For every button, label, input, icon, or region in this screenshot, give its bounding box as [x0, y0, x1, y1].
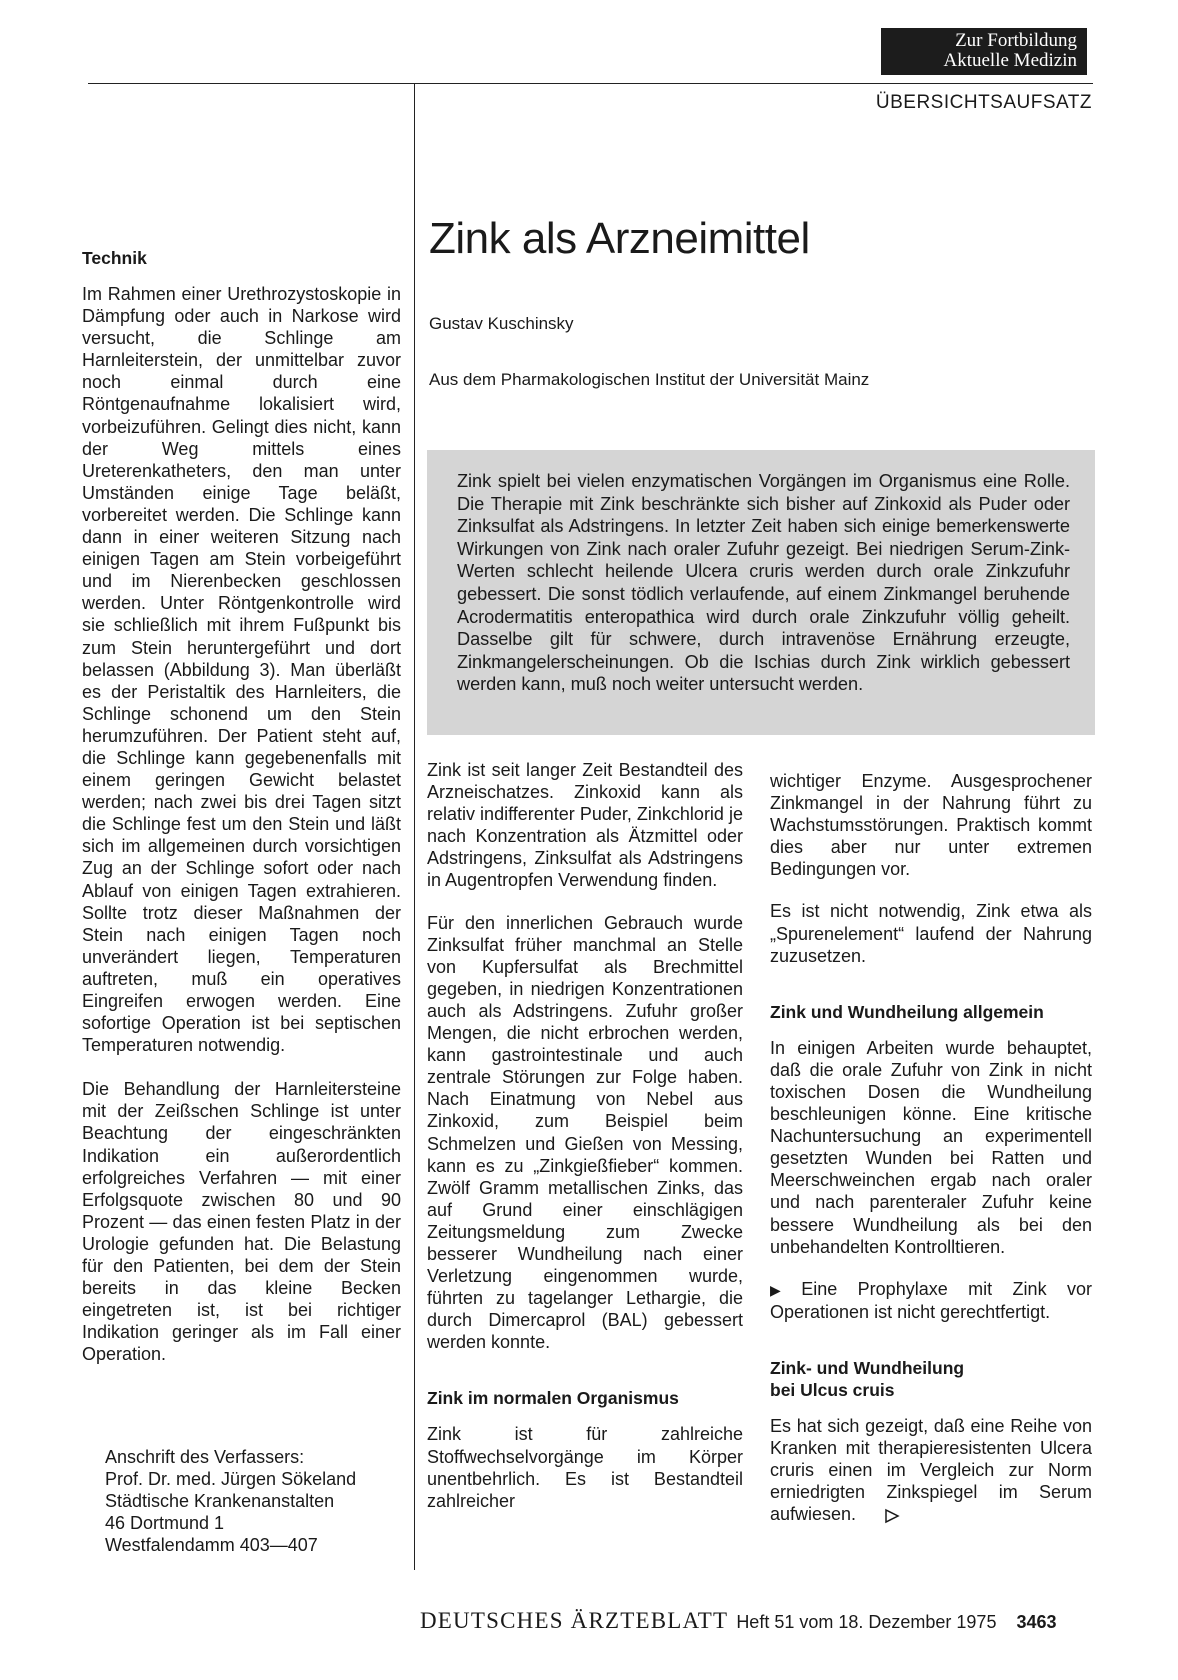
highlight-paragraph	[770, 1278, 1092, 1323]
section-heading-organismus: Zink im normalen Organismus	[427, 1388, 679, 1409]
rubric-line-1: Zur Fortbildung	[955, 30, 1077, 51]
triangle-bullet-icon: ▶	[770, 1281, 781, 1298]
heading-line: Zink- und Wundheilung	[770, 1357, 965, 1378]
paragraph: In einigen Arbeiten wurde behauptet, daß die orale Zufuhr von Zink in nicht toxischen Dosen die Wundheilung beschleunigen könne. Eine kritische Nachuntersuchung an experimentell gesetzten Wunden bei Ratten und Meerschweinchen ergab nach oraler und nach parenteraler Zufuhr keine bessere Wundheilung als bei den unbehandelten Kontrolltieren.	[770, 1037, 1092, 1257]
top-rule	[88, 83, 1093, 84]
paragraph	[770, 1415, 1092, 1525]
abstract-box	[427, 450, 1095, 735]
abstract-text: Zink spielt bei vielen enzymatischen Vorgängen im Organismus eine Rolle. Die Therapie mit Zink beschränkte sich bisher auf Zinkoxid als Puder oder Zinksulfat als Adstringens. In letzter Zeit haben sich einige bemerkenswerte Wirkungen von Zink nach oraler Zufuhr gezeigt. Bei niedrigen Serum-Zink-Werten schlecht heilende Ulcera cruris werden durch orale Zinkzufuhr gebessert. Die sonst tödlich verlaufende, auf einem Zinkmangel beruhende Acrodermatitis enteropathica wird durch orale Zinkzufuhr völlig geheilt. Dasselbe gilt für schwere, durch intravenöse Ernährung erzeugte, Zinkmangelerscheinungen. Ob die Ischias durch Zink wirklich gebessert werden kann, muß noch weiter untersucht werden.	[457, 471, 1070, 695]
column-rule	[414, 83, 415, 1570]
highlight-text: Eine Prophylaxe mit Zink vor Operationen ist nicht gerechtfertigt.	[770, 1278, 1092, 1322]
section-heading-wundheilung: Zink und Wundheilung allgemein	[770, 1001, 1044, 1022]
paragraph: wichtiger Enzyme. Ausgesprochener Zinkmangel in der Nahrung führt zu Wachstumsstörungen. Praktisch kommt dies aber nur unter extremen Bedingungen vor.	[770, 771, 1092, 880]
left-column	[82, 247, 401, 1379]
paragraph: Zink ist für zahlreiche Stoffwechselvorgänge im Körper unentbehrlich. Es ist Bestandteil zahlreicher	[427, 1424, 743, 1511]
page-number: 3463	[1016, 1612, 1057, 1632]
paragraph-text: Es hat sich gezeigt, daß eine Reihe von Kranken mit therapieresistenten Ulcera cruris einen im Vergleich zur Norm erniedrigten Zinkspiegel im Serum aufwiesen.	[770, 1415, 1092, 1525]
paragraph: Es ist nicht notwendig, Zink etwa als „Spurenelement“ laufend der Nahrung zuzusetzen.	[770, 901, 1092, 966]
rubric-badge	[881, 28, 1087, 75]
paragraph: Zink ist seit langer Zeit Bestandteil des Arzneischatzes. Zinkoxid kann als relativ indifferenter Puder, Zinkchlorid je nach Konzentration als Ätzmittel oder Adstringens, Zinksulfat als Adstringens in Augentropfen Verwendung finden.	[427, 760, 743, 891]
article-affiliation: Aus dem Pharmakologischen Institut der Universität Mainz	[429, 370, 870, 389]
address-line: Prof. Dr. med. Jürgen Sökeland	[105, 1469, 357, 1489]
section-heading-technik: Technik	[82, 248, 147, 268]
section-label: ÜBERSICHTSAUFSATZ	[875, 92, 1092, 113]
article-title: Zink als Arzneimittel	[429, 214, 810, 263]
middle-column	[427, 759, 743, 1525]
article-author: Gustav Kuschinsky	[429, 314, 574, 333]
issue-info: Heft 51 vom 18. Dezember 1975	[736, 1612, 997, 1632]
page-footer	[420, 1608, 1057, 1634]
journal-name: DEUTSCHES ÄRZTEBLATT	[420, 1608, 729, 1633]
address-line: Städtische Krankenanstalten	[105, 1491, 335, 1511]
address-line: Anschrift des Verfassers:	[105, 1447, 305, 1467]
paragraph: Für den innerlichen Gebrauch wurde Zinksulfat früher manchmal an Stelle von Kupfersulfat als Brechmittel gegeben, in niedrigen Konzentrationen auch als Adstringens. Zufuhr großer Mengen, die nicht erbrochen werden, kann gastrointestinale und auch zentrale Störungen zur Folge haben. Nach Einatmung von Nebel aus Zinkoxid, zum Beispiel beim Schmelzen und Gießen von Messing, kann es zu „Zinkgießfieber“ kommen. Zwölf Gramm metallischen Zinks, das auf Grund einer einschlägigen Zeitungsmeldung zum Zwecke besserer Wundheilung nach einer Verletzung eingenommen wurde, führten zu tagelanger Lethargie, die durch Dimercaprol (BAL) gebessert werden konnte.	[427, 912, 743, 1353]
paragraph: Im Rahmen einer Urethrozystoskopie in Dämpfung oder auch in Narkose wird versucht, die Schlinge am Harnleiterstein, der unmittelbar zuvor noch einmal durch eine Röntgenaufnahme lokalisiert wird, vorbeizuführen. Gelingt dies nicht, kann der Weg mittels eines Ureterenkatheters, den man unter Umständen einige Tage beläßt, vorbereitet werden. Die Schlinge kann dann in einer weiteren Sitzung nach einigen Tagen am Stein vorbeigeführt und im Nierenbecken geschlossen werden. Unter Röntgenkontrolle wird sie schließlich mit ihrem Fußpunkt bis zum Stein heruntergeführt und dort belassen (Abbildung 3). Man überläßt es der Peristaltik des Harnleiters, die Schlinge schonend um den Stein herumzuführen. Der Patient steht auf, die Schlinge kann gegebenenfalls mit einem geringen Gewicht belastet werden; nach zwei bis drei Tagen sitzt die Schlinge fest um den Stein und läßt sich im allgemeinen durch vorsichtigen Zug an der Schlinge sofort oder nach Ablauf von einigen Tagen extrahieren. Sollte trotz dieser Maßnahmen der Stein nach einigen Tagen noch unverändert liegen, Temperaturen auftreten, muß ein operatives Eingreifen erwogen werden. Eine sofortige Operation ist bei septischen Temperaturen notwendig.	[82, 284, 401, 1056]
heading-line: bei Ulcus cruis	[770, 1379, 895, 1400]
paragraph: Die Behandlung der Harnleitersteine mit der Zeißschen Schlinge ist unter Beachtung der eingeschränkten Indikation ein außerordentlich erfolgreiches Verfahren — mit einer Erfolgsquote zwischen 80 und 90 Prozent — das einen festen Platz in der Urologie gefunden hat. Die Belastung für den Patienten, bei dem der Stein bereits in das kleine Becken eingetreten ist, ist bei richtiger Indikation geringer als im Fall einer Operation.	[82, 1079, 401, 1365]
author-address	[105, 1446, 356, 1556]
rubric-line-2: Aktuelle Medizin	[943, 50, 1077, 71]
address-line: 46 Dortmund 1	[105, 1513, 225, 1533]
right-column	[770, 770, 1092, 1538]
section-heading-ulcus	[770, 1357, 1092, 1401]
address-line: Westfalendamm 403—407	[105, 1535, 318, 1555]
